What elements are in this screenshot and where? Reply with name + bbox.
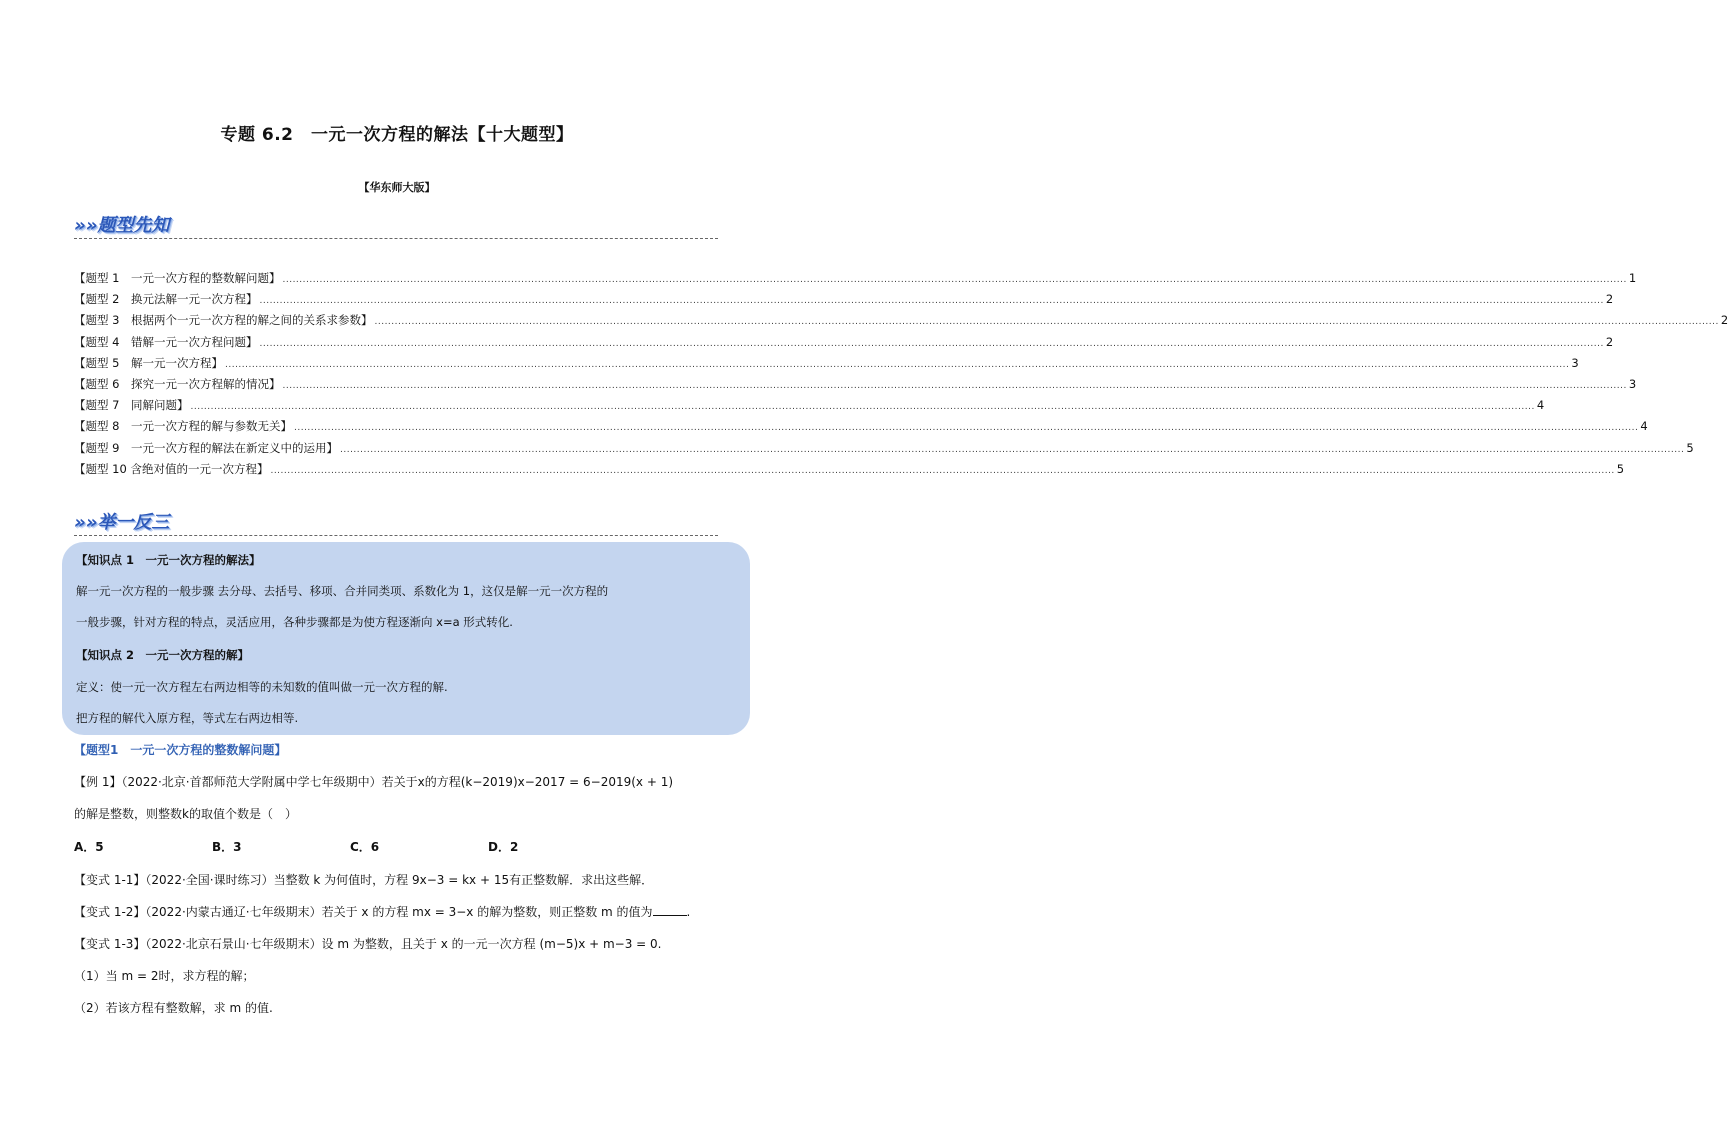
knowledge-2-text: 定义：使一元一次方程左右两边相等的未知数的值叫做一元一次方程的解. <box>76 680 448 694</box>
toc-entry-label: 【题型 9 一元一次方程的解法在新定义中的运用】 <box>74 440 338 455</box>
toc-leader-dots: ................................................................................................................................................................................................................................................................................................................................................................................................................ <box>259 338 1604 349</box>
toc-entry-label: 【题型 3 根据两个一元一次方程的解之间的关系求参数】 <box>74 313 373 328</box>
knowledge-box <box>62 542 750 735</box>
knowledge-2-title: 【知识点 2 一元一次方程的解】 <box>76 648 250 662</box>
answer-options <box>74 838 626 855</box>
sub-question-2: （2）若该方程有整数解，求 m 的值. <box>74 1001 273 1015</box>
option-a[interactable]: A．5 <box>74 840 104 854</box>
period: . <box>686 905 691 919</box>
section-banner-preview: »»题型先知 <box>74 215 170 236</box>
page-title: 专题 6.2 一元一次方程的解法【十大题型】 <box>220 125 574 145</box>
option-b[interactable]: B．3 <box>212 840 242 854</box>
knowledge-1-title: 【知识点 1 一元一次方程的解法】 <box>76 553 261 567</box>
toc-entry-label: 【题型 4 错解一元一次方程问题】 <box>74 334 258 349</box>
toc-leader-dots: ................................................................................................................................................................................................................................................................................................................................................................................................................ <box>339 444 1685 455</box>
toc-leader-dots: ................................................................................................................................................................................................................................................................................................................................................................................................................ <box>293 423 1639 434</box>
answer-blank[interactable] <box>653 903 687 916</box>
toc-entry-label: 【题型 6 探究一元一次方程解的情况】 <box>74 376 281 391</box>
toc-page-number: 4 <box>1536 398 1545 413</box>
knowledge-2-text: 把方程的解代入原方程，等式左右两边相等. <box>76 711 299 725</box>
toc-leader-dots: ................................................................................................................................................................................................................................................................................................................................................................................................................ <box>282 380 1627 391</box>
toc-entry[interactable] <box>74 355 1579 376</box>
toc-entry[interactable] <box>74 270 1637 291</box>
table-of-contents <box>74 270 1728 482</box>
toc-page-number: 1 <box>1628 271 1637 285</box>
knowledge-1-text: 一般步骤，针对方程的特点，灵活应用，各种步骤都是为使方程逐渐向 x=a 形式转化. <box>76 615 513 629</box>
toc-entry-label: 【题型 7 同解问题】 <box>74 398 189 413</box>
example-question: 的解是整数，则整数k的取值个数是（ ） <box>74 807 297 821</box>
variant-question-1-3: 【变式 1-3】（2022·北京石景山·七年级期末）设 m 为整数，且关于 x 的一元一次方程 (m−5)x + m−3 = 0. <box>74 937 662 951</box>
toc-leader-dots: ................................................................................................................................................................................................................................................................................................................................................................................................................ <box>190 402 1535 413</box>
option-c[interactable]: C．6 <box>350 840 380 854</box>
variant-question-1-1: 【变式 1-1】（2022·全国·课时练习）当整数 k 为何值时，方程 9x−3 = kx + 15有正整数解．求出这些解． <box>74 873 654 887</box>
toc-leader-dots: ................................................................................................................................................................................................................................................................................................................................................................................................................ <box>259 296 1604 307</box>
toc-page-number: 2 <box>1605 292 1614 307</box>
toc-leader-dots: ................................................................................................................................................................................................................................................................................................................................................................................................................ <box>282 275 1627 285</box>
toc-leader-dots: ................................................................................................................................................................................................................................................................................................................................................................................................................ <box>270 465 1615 476</box>
toc-page-number: 3 <box>1628 376 1637 391</box>
section-divider <box>74 535 718 536</box>
toc-entry-label: 【题型 10 含绝对值的一元一次方程】 <box>74 461 269 476</box>
toc-entry[interactable] <box>74 312 1728 333</box>
toc-leader-dots: ................................................................................................................................................................................................................................................................................................................................................................................................................ <box>224 359 1570 370</box>
question-type-heading: 【题型1 一元一次方程的整数解问题】 <box>74 743 287 757</box>
toc-entry-label: 【题型 5 解一元一次方程】 <box>74 355 223 370</box>
toc-entry[interactable] <box>74 418 1648 439</box>
toc-entry-label: 【题型 1 一元一次方程的整数解问题】 <box>74 271 281 285</box>
sub-question-1: （1）当 m = 2时，求方程的解； <box>74 969 255 983</box>
knowledge-1-text: 解一元一次方程的一般步骤 去分母、去括号、移项、合并同类项、系数化为 1，这仅是解一元一次方程的 <box>76 584 609 598</box>
toc-entry[interactable] <box>74 397 1545 418</box>
toc-page-number: 2 <box>1605 334 1614 349</box>
toc-page-number: 5 <box>1686 440 1694 455</box>
toc-page-number: 5 <box>1616 461 1625 476</box>
section-divider <box>74 238 718 239</box>
toc-entry[interactable] <box>74 334 1614 355</box>
toc-entry[interactable] <box>74 291 1614 312</box>
toc-entry-label: 【题型 8 一元一次方程的解与参数无关】 <box>74 419 292 434</box>
toc-page-number: 2 <box>1720 313 1728 328</box>
toc-entry-label: 【题型 2 换元法解一元一次方程】 <box>74 292 258 307</box>
toc-page-number: 4 <box>1640 419 1648 434</box>
toc-leader-dots: ................................................................................................................................................................................................................................................................................................................................................................................................................ <box>374 317 1719 328</box>
toc-page-number: 3 <box>1571 355 1579 370</box>
section-banner-practice: »»举一反三 <box>74 512 170 533</box>
variant-question-text: 【变式 1-2】（2022·内蒙古通辽·七年级期末）若关于 x 的方程 mx = 3−x 的解为整数，则正整数 m 的值为 <box>74 905 653 919</box>
example-question: 【例 1】（2022·北京·首都师范大学附属中学七年级期中）若关于x的方程(k−2019)x−2017 = 6−2019(x + 1) <box>74 775 674 789</box>
toc-entry[interactable] <box>74 376 1637 397</box>
toc-entry[interactable] <box>74 440 1694 461</box>
option-d[interactable]: D．2 <box>488 840 519 854</box>
toc-entry[interactable] <box>74 461 1625 482</box>
variant-question-1-2 <box>74 903 690 920</box>
edition-label: 【华东师大版】 <box>358 181 436 194</box>
